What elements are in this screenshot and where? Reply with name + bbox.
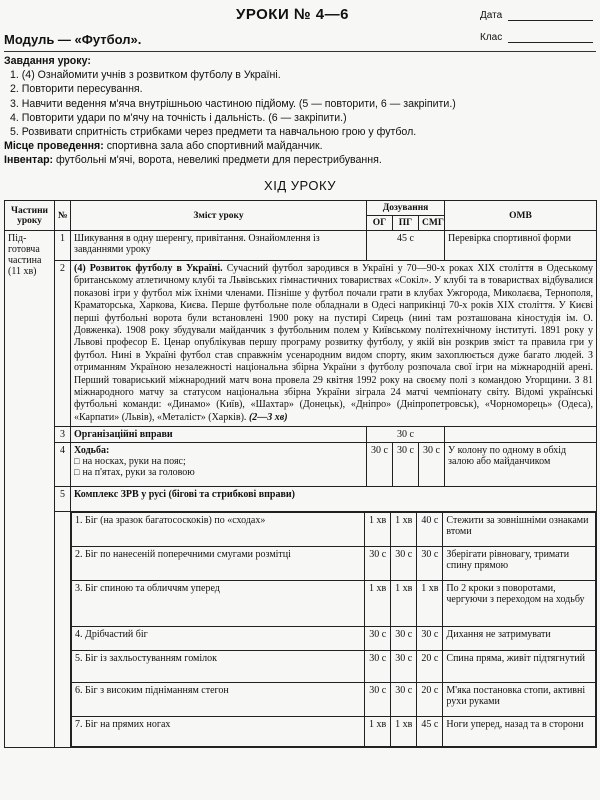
course-title: ХІД УРОКУ [264, 178, 336, 193]
header-content: Зміст уроку [71, 201, 367, 231]
list-item [72, 651, 596, 683]
exercise-text: 5. Біг із захльостуванням гомілок [72, 651, 365, 683]
row-num: 3 [55, 427, 71, 443]
table-row [5, 487, 597, 512]
exercise-text: 3. Біг спиною та обличчям уперед [72, 581, 365, 627]
exercise-pg: 30 с [391, 547, 417, 581]
exercise-og: 1 хв [365, 581, 391, 627]
inventory-line [4, 153, 596, 167]
exercise-pg: 30 с [391, 627, 417, 651]
exercise-omv: М'яка постановка стопи, активні рухи руками [443, 683, 596, 717]
exercise-og: 1 хв [365, 513, 391, 547]
tasks-heading: Завдання уроку: [4, 55, 91, 67]
class-field [480, 32, 593, 43]
list-item [72, 581, 596, 627]
header-pg: ПГ [393, 216, 419, 231]
row-omv [445, 427, 597, 443]
date-line [508, 10, 593, 21]
lesson-tasks [4, 54, 596, 168]
exercise-smg: 20 с [417, 683, 443, 717]
exercise-og: 30 с [365, 651, 391, 683]
place-line [4, 139, 596, 153]
header-omv: ОМВ [445, 201, 597, 231]
exercise-omv: По 2 кроки з поворотами, чергуючи з переходом на ходьбу [443, 581, 596, 627]
date-field [480, 10, 593, 21]
row-pg: 30 с [393, 443, 419, 487]
row-num: 1 [55, 231, 71, 261]
row-content [71, 443, 367, 487]
exercise-text: 2. Біг по нанесеній поперечними смугами розмітці [72, 547, 365, 581]
header-num: № [55, 201, 71, 231]
exercise-pg: 1 хв [391, 513, 417, 547]
row-omv: У колону по одному в обхід залою або майданчиком [445, 443, 597, 487]
date-label: Дата [480, 10, 503, 21]
header-dosage: Дозування [367, 201, 445, 216]
task-item: 2. Повторити пересування. [10, 83, 143, 96]
exercise-smg: 30 с [417, 627, 443, 651]
class-line [508, 32, 593, 43]
row-omv: Перевірка спортивної форми [445, 231, 597, 261]
row-dose: (2—3 хв) [246, 411, 288, 423]
table-row [5, 261, 597, 427]
exercise-pg: 1 хв [391, 581, 417, 627]
exercise-list [71, 512, 597, 748]
exercise-smg: 1 хв [417, 581, 443, 627]
exercise-omv: Дихання не затримувати [443, 627, 596, 651]
row-content [71, 261, 597, 427]
exercise-pg: 1 хв [391, 717, 417, 747]
row-num: 5 [55, 487, 71, 512]
row-sub: □ на п'ятах, руки за головою [74, 467, 363, 478]
exercise-og: 30 с [365, 627, 391, 651]
exercise-smg: 20 с [417, 651, 443, 683]
row-num: 2 [55, 261, 71, 427]
row-text: Сучасний футбол зародився в Україні у 70—90-х роках XIX століття в Одеському британському атлетичному клубі та Львівських гімнастичних товариствах «Сокіл». У клубі та в товариствах відбувалися показові ігри у футбол між їхніми членами. Пізніше у футбол почали грати в клубах Ужгорода, Миколаєва, Тернополя, Краматорська, Харкова, Києва. Перше футбольне поле обладнали в Одесі наприкінці 70-х років XIX століття. У Києві перші футбольні ворота були встановлені 1900 року на пустирі Сирець (нині там розташована кіностудія ім. О. Довженка). 1908 року збудували майданчик з футбольним полем у Київському політехнічному інституті. 1891 року у Львові професор Е. Ценар опублікував першу програму розвитку футболу, у якій він розкрив зміст та правила гри у футбол. Нині в Україні футбол став справжнім усенародним видом спорту, яким захоплюється дуже багато людей. З отриманням Україною незалежності національна збірна України з футболу розпочала свої ігри на міжнародній арені. Перший товариський міжнародний матч вона провела 29 квітня 1992 року на своєму полі з командою Угорщини. З 81 міжнародного матчу за статусом національна збірна України зіграла 24 матчі чемпіонату світу. Відомі українські футбольні команди: «Динамо» (Київ), «Шахтар» (Донецьк), «Дніпро» (Дніпропетровськ), «Чорноморець» (Одеса), «Карпати» (Львів), «Металіст» (Харків). [74, 263, 594, 423]
exercise-table [71, 512, 596, 747]
table-row [5, 512, 597, 748]
row-smg: 30 с [419, 443, 445, 487]
exercise-text: 4. Дрібчастий біг [72, 627, 365, 651]
class-label: Клас [480, 32, 503, 43]
header-part: Частини уроку [5, 201, 55, 231]
exercise-omv: Ноги уперед, назад та в сторони [443, 717, 596, 747]
row-dose: 45 с [367, 231, 445, 261]
table-row [5, 231, 597, 261]
task-item: 5. Розвивати спритність стрибками через предмети та навчальною грою у футбол. [10, 126, 417, 139]
table-row [5, 427, 597, 443]
exercise-og: 1 хв [365, 717, 391, 747]
row-title: Ходьба: [74, 445, 110, 457]
header-smg: СМГ [419, 216, 445, 231]
row-og: 30 с [367, 443, 393, 487]
lesson-table [4, 200, 597, 748]
task-item: 3. Навчити ведення м'яча внутрішньою частиною підйому. (5 — повторити, 6 — закріпити.) [10, 97, 456, 110]
table-header-row [5, 201, 597, 216]
list-item [72, 683, 596, 717]
exercise-og: 30 с [365, 683, 391, 717]
row-title: Комплекс ЗРВ у русі (бігові та стрибкові вправи) [71, 487, 597, 512]
exercise-omv: Спина пряма, живіт підтягнутий [443, 651, 596, 683]
list-item [72, 717, 596, 747]
exercise-text: 6. Біг з високим підніманням стегон [72, 683, 365, 717]
module-heading: Модуль — «Футбол». [4, 32, 142, 47]
header-og: ОГ [367, 216, 393, 231]
table-row [5, 443, 597, 487]
exercise-omv: Стежити за зовнішніми ознаками втоми [443, 513, 596, 547]
row-title: (4) Розвиток футболу в Україні. [74, 263, 223, 274]
place-label: Місце проведення: [4, 140, 104, 153]
row-num [55, 512, 71, 748]
exercise-omv: Зберігати рівновагу, тримати спину прямою [443, 547, 596, 581]
row-sub: □ на носках, руки на пояс; [74, 456, 363, 467]
row-content: Організаційні вправи [71, 427, 367, 443]
exercise-pg: 30 с [391, 651, 417, 683]
inventory-label: Інвентар: [4, 154, 54, 167]
place-value: спортивна зала або спортивний майданчик. [103, 140, 323, 153]
exercise-smg: 30 с [417, 547, 443, 581]
row-content: Шикування в одну шеренгу, привітання. Ознайомлення із завданнями уроку [71, 231, 367, 261]
divider [4, 51, 596, 52]
list-item [72, 513, 596, 547]
list-item [72, 627, 596, 651]
exercise-text: 1. Біг (на зразок багатососкоків) по «сходах» [72, 513, 365, 547]
list-item [72, 547, 596, 581]
exercise-smg: 45 с [417, 717, 443, 747]
exercise-og: 30 с [365, 547, 391, 581]
task-item: 1. (4) Ознайомити учнів з розвитком футболу в Україні. [10, 69, 281, 82]
exercise-smg: 40 с [417, 513, 443, 547]
row-num: 4 [55, 443, 71, 487]
inventory-value: футбольні м'ячі, ворота, невеликі предмети для перестрибування. [53, 154, 382, 167]
row-dose: 30 с [367, 427, 445, 443]
part-label: Під-готовча частина (11 хв) [5, 231, 55, 748]
exercise-pg: 30 с [391, 683, 417, 717]
exercise-text: 7. Біг на прямих ногах [72, 717, 365, 747]
task-item: 4. Повторити удари по м'ячу на точність і дальність. (6 — закріпити.) [10, 111, 347, 124]
page-title: УРОКИ № 4—6 [236, 6, 349, 23]
